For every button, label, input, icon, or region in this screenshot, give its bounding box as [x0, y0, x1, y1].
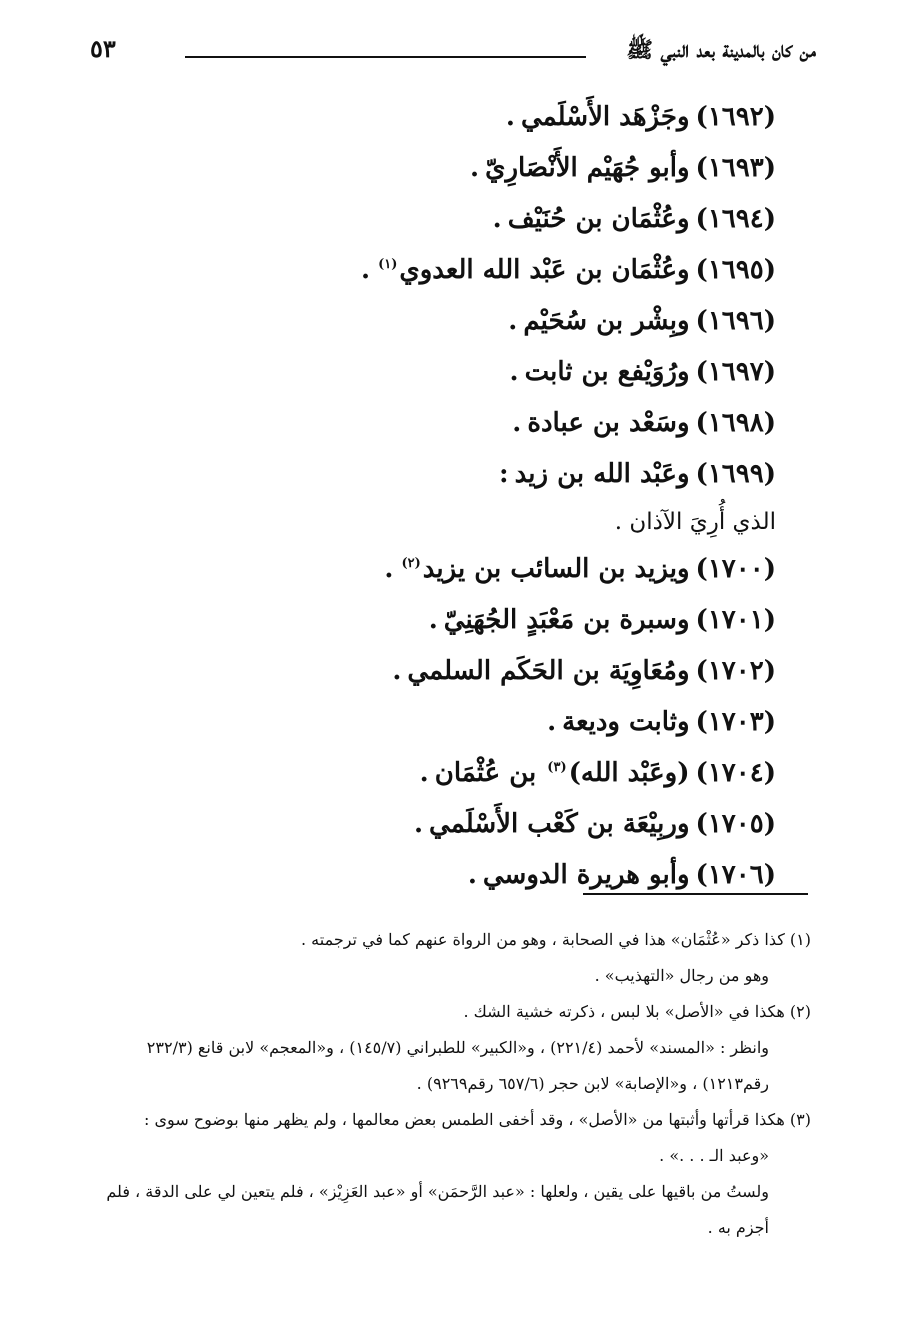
entry-number: (١٧٠٥) — [695, 809, 776, 839]
entry-name: وأبو جُهَيْم الأَنْصَارِيّ — [485, 153, 690, 183]
entry — [136, 92, 776, 143]
entry-end: . — [467, 860, 477, 890]
entry — [136, 194, 776, 245]
entry — [136, 296, 776, 347]
entry-name: ويزيد بن السائب بن يزيد — [422, 554, 690, 584]
footnote-line: (٣) هكذا قرأتها وأثبتها من «الأصل» ، وقد أخفى الطمس بعض معالمها ، ولم يظهر منها بوضوح سوى : — [144, 1110, 811, 1129]
entry-name: ورُوَيْفع بن ثابت — [524, 357, 690, 387]
entry-name: (وعَبْد الله) — [568, 758, 690, 788]
entry — [136, 646, 776, 697]
footnote-line: ولستُ من باقيها على يقين ، ولعلها : «عبد الرَّحمَن» أو «عبد العَزِيْز» ، فلم يتعين لي على الدقة ، فلم — [106, 1182, 769, 1201]
entry-name: وسبرة بن مَعْبَدٍ الجُهَنِيّ — [443, 605, 690, 635]
entry — [136, 245, 776, 296]
footnote-separator — [583, 893, 808, 895]
entry-number: (١٧٠١) — [695, 605, 776, 635]
entry-number: (١٧٠٣) — [695, 707, 776, 737]
footnote-line: وهو من رجال «التهذيب» . — [594, 966, 769, 985]
entry-end: . — [392, 656, 402, 686]
footnote-line: وانظر : «المسند» لأحمد (٢٢١/٤) ، و«الكبير» للطبراني (١٤٥/٧) ، و«المعجم» لابن قانع (٢٣٢/٣ — [146, 1038, 769, 1057]
footnote-line: (١) كذا ذكر «عُثْمَان» هذا في الصحابة ، وهو من الرواة عنهم كما في ترجمته . — [300, 930, 811, 949]
footnote-line: أجزم به . — [707, 1218, 769, 1237]
header-rule — [185, 56, 586, 58]
entry-name: وربِيْعَة بن كَعْب الأَسْلَمي — [429, 809, 690, 839]
entry-number: (١٧٠٤) — [695, 758, 776, 788]
running-header — [70, 30, 816, 70]
entry-number: (١٦٩٥) — [695, 255, 776, 285]
entry-end: . — [470, 153, 480, 183]
entry-end: . — [509, 357, 519, 387]
footnote-marker: (٢) — [401, 556, 421, 572]
entry — [136, 544, 776, 595]
footnote-line: (٢) هكذا في «الأصل» بلا لبس ، ذكرته خشية الشك . — [463, 1002, 811, 1021]
entry-name-continued: بن عُثْمَان — [434, 758, 537, 788]
entry-number: (١٧٠٦) — [695, 860, 776, 890]
entry-end: . — [547, 707, 557, 737]
footnote-marker: (١) — [378, 257, 398, 273]
entry-end: . — [413, 809, 424, 839]
entry-end: . — [361, 255, 371, 285]
entry-end: . — [512, 408, 522, 438]
entry-end: . — [419, 758, 429, 788]
entry-name: وبِشْر بن سُحَيْم — [523, 306, 690, 336]
entry — [136, 799, 776, 850]
entry-end: . — [384, 554, 394, 584]
entry-number: (١٦٩٩) — [695, 459, 776, 489]
entry-number: (١٦٩٦) — [695, 306, 776, 336]
header-title: من كان بالمدينة بعد النبي ﷺ — [626, 37, 816, 63]
entry — [136, 449, 776, 500]
page-number: ٥٣ — [90, 34, 116, 63]
entry-number: (١٦٩٨) — [695, 408, 776, 438]
entry-name: وجَزْهَد الأَسْلَمي — [520, 102, 690, 132]
entry-number: (١٦٩٧) — [695, 357, 776, 387]
entry — [136, 398, 776, 449]
entry-number: (١٦٩٢) — [695, 102, 776, 132]
entry-end: . — [508, 306, 518, 336]
footnote-line: رقم١٢١٣) ، و«الإصابة» لابن حجر (٦٥٧/٦ رقم٩٢٦٩) . — [416, 1074, 769, 1093]
entry-name: وثابت وديعة — [562, 707, 690, 737]
entry — [136, 347, 776, 398]
entry-end: . — [428, 605, 438, 635]
footnote-marker: (٣) — [547, 760, 567, 776]
footnotes — [76, 922, 811, 1246]
entry — [136, 697, 776, 748]
entry — [136, 143, 776, 194]
entry-continuation: الذي أُرِيَ الآذان . — [614, 509, 776, 535]
entry-name: وعَبْد الله بن زيد — [514, 459, 690, 489]
entry-number: (١٦٩٣) — [695, 153, 776, 183]
entry-name: ومُعَاوِيَة بن الحَكَم السلمي — [407, 656, 690, 686]
footnote-line: «وعبد الـ . . .» . — [659, 1146, 769, 1165]
entry — [136, 748, 776, 799]
entry-end: : — [499, 459, 509, 489]
entry-name: وعُثْمَان بن حُنَيْف — [507, 204, 690, 234]
entry-number: (١٦٩٤) — [695, 204, 776, 234]
entries-list — [136, 92, 776, 901]
entry-end: . — [492, 204, 502, 234]
entry-name: وأبو هريرة الدوسي — [482, 860, 690, 890]
entry-number: (١٧٠٠) — [695, 554, 776, 584]
entry-name: وعُثْمَان بن عَبْد الله العدوي — [399, 255, 690, 285]
entry-name: وسَعْد بن عبادة — [527, 408, 690, 438]
entry-end: . — [505, 102, 515, 132]
entry — [136, 595, 776, 646]
entry-number: (١٧٠٢) — [695, 656, 776, 686]
